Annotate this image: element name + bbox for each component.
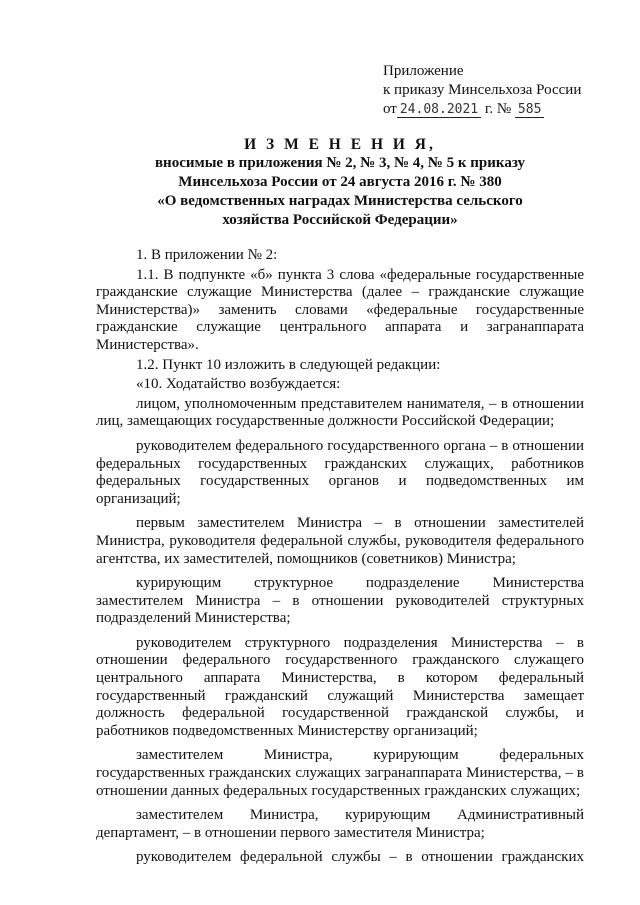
appendix-reference: к приказу Минсельхоза России xyxy=(383,82,582,98)
paragraph-10-intro: «10. Ходатайство возбуждается: xyxy=(136,376,341,393)
body-paragraph: руководителем федерального государственного органа – в отношении федеральных государственных гражданских служащих, работников федеральных государственных органов и подведомственных им организаций; xyxy=(96,437,584,507)
body-paragraph: руководителем федеральной службы – в отношении гражданских xyxy=(136,849,584,866)
body-paragraph: лицом, уполномоченным представителем нанимателя, – в отношении лиц, замещающих государственные должности Российской Федерации; xyxy=(96,395,584,430)
body-paragraph: курирующим структурное подразделение Министерства заместителем Министра – в отношении руководителей структурных подразделений Министерства; xyxy=(96,575,584,627)
appendix-title: Приложение xyxy=(383,63,464,79)
item-1-1: 1.1. В подпункте «б» пункта 3 слова «федеральные государственные гражданские служащие Министерства (далее – гражданские служащие Министерства)» заменить словами «федеральные государственные гражданские служащие центрального аппарата и загранаппарата Министерства». xyxy=(96,266,584,353)
item-1-2: 1.2. Пункт 10 изложить в следующей редакции: xyxy=(136,356,441,373)
heading-title: И З М Е Н Е Н И Я, xyxy=(244,136,436,153)
body-paragraph: первым заместителем Министра – в отношении заместителей Министра, руководителя федеральной службы, руководителя федерального агентства, их заместителей, помощников (советников) Министра; xyxy=(96,515,584,567)
heading-subtitle-line: хозяйства Российской Федерации» xyxy=(222,212,458,228)
date-value: 24.08.2021 xyxy=(397,102,481,118)
appendix-date-line xyxy=(383,100,623,119)
document-body xyxy=(96,247,584,867)
number-prefix: г. № xyxy=(484,101,512,117)
appendix-block xyxy=(383,62,623,119)
number-value: 585 xyxy=(515,102,544,118)
body-paragraph: руководителем структурного подразделения Министерства – в отношении федерального государственного гражданского служащего центрального аппарата Министерства, в котором федеральный государственный гражданский служащий Министерства замещает должность федеральной государственной гражданской службы, и работников подведомственных Министерству организаций; xyxy=(96,634,584,739)
section-1: 1. В приложении № 2: xyxy=(136,247,278,263)
heading-subtitle-line: Минсельхоза России от 24 августа 2016 г. № 380 xyxy=(178,174,502,190)
heading-subtitle-line: вносимые в приложения № 2, № 3, № 4, № 5 к приказу xyxy=(154,155,526,171)
date-prefix: от xyxy=(383,101,397,117)
heading-subtitle-line: «О ведомственных наградах Министерства сельского xyxy=(157,193,523,209)
changes-heading xyxy=(95,135,585,230)
body-paragraph: заместителем Министра, курирующим федеральных государственных гражданских служащих загранаппарата Министерства, – в отношении данных федеральных государственных гражданских служащих; xyxy=(96,747,584,799)
body-paragraph: заместителем Министра, курирующим Административный департамент, – в отношении первого заместителя Министра; xyxy=(96,807,584,841)
